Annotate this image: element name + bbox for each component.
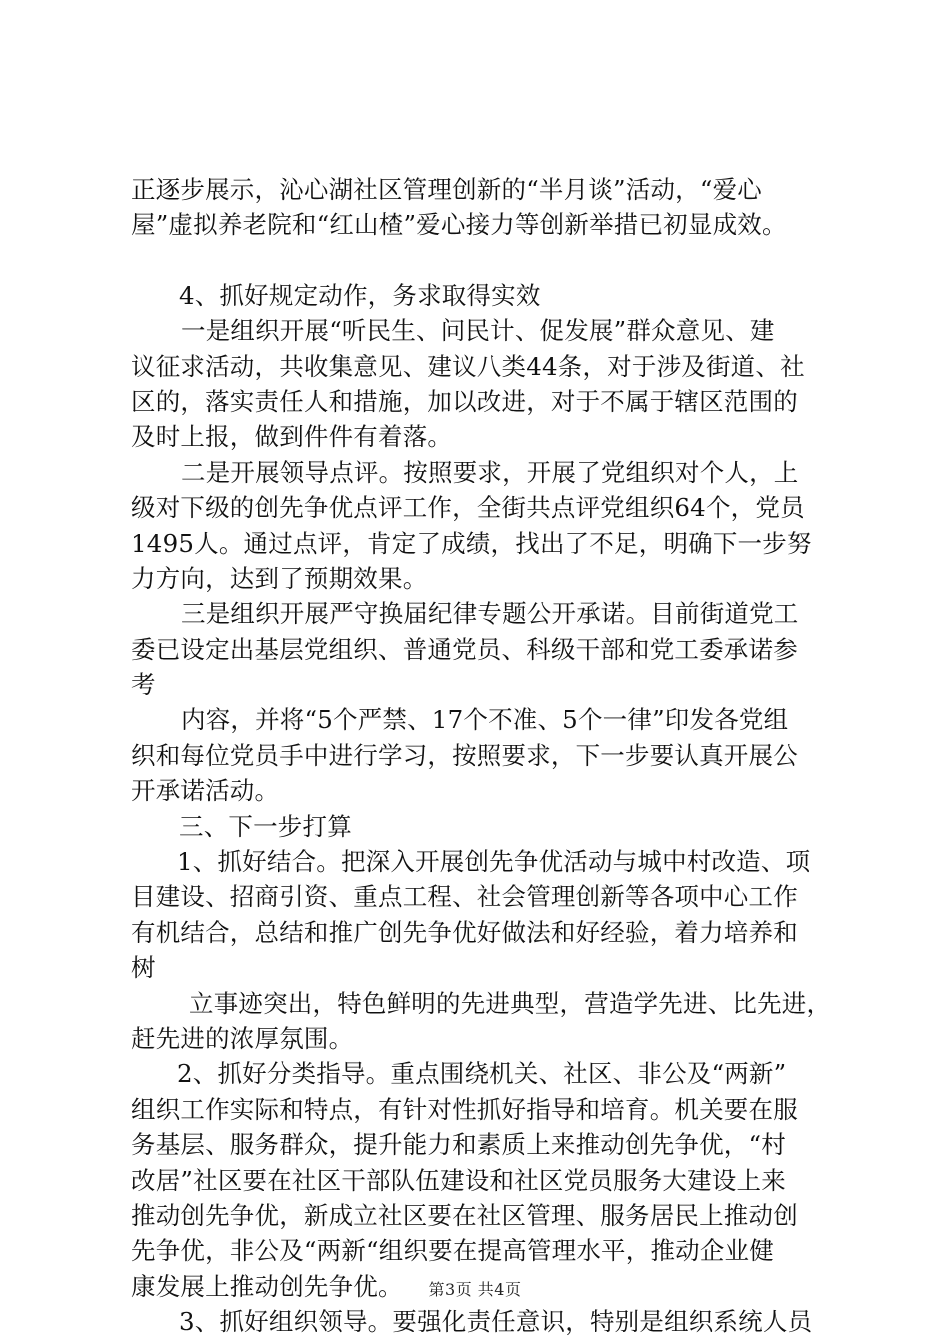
- text-line: 4、抓好规定动作，务求取得实效: [179, 280, 541, 310]
- text-line: 三是组织开展严守换届纪律专题公开承诺。目前街道党工: [181, 599, 799, 629]
- text-line: 三、下一步打算: [179, 811, 352, 841]
- text-line: 正逐步展示，沁心湖社区管理创新的“半月谈”活动，“爱心: [131, 175, 762, 204]
- text-line: 议征求活动，共收集意见、建议八类44条，对于涉及街道、社: [131, 351, 805, 381]
- text-line: 内容，并将“5个严禁、17个不准、5个一律”印发各党组: [181, 705, 789, 735]
- paragraph-gap: [131, 243, 841, 278]
- text-line: 务基层、服务群众，提升能力和素质上来推动创先争优，“村: [131, 1130, 786, 1160]
- text-line: 一是组织开展“听民生、问民计、促发展”群众意见、建: [181, 316, 775, 346]
- text-line: 力方向，达到了预期效果。: [131, 563, 428, 593]
- text-line: 有机结合，总结和推广创先争优好做法和好经验，着力培养和: [131, 917, 798, 947]
- text-line: 织和每位党员手中进行学习，按照要求，下一步要认真开展公: [131, 740, 798, 770]
- text-line: 3、抓好组织领导。要强化责任意识，特别是组织系统人员: [179, 1307, 813, 1337]
- text-line: 树: [131, 953, 156, 983]
- text-line: 级对下级的创先争优点评工作，全街共点评党组织64个，党员: [131, 493, 805, 523]
- text-line: 推动创先争优，新成立社区要在社区管理、服务居民上推动创: [131, 1200, 798, 1230]
- text-line: 委已设定出基层党组织、普通党员、科级干部和党工委承诺参: [131, 634, 798, 664]
- text-line: 2、抓好分类指导。重点围绕机关、社区、非公及“两新”: [177, 1059, 787, 1089]
- document-body: [131, 172, 841, 1340]
- text-line: 及时上报，做到件件有着落。: [131, 422, 453, 452]
- text-line: 考: [131, 670, 156, 700]
- text-line: 1、抓好结合。把深入开展创先争优活动与城中村改造、项: [177, 847, 811, 877]
- text-line: 康发展上推动创先争优。: [131, 1271, 403, 1301]
- text-line: 开承诺活动。: [131, 776, 280, 806]
- text-line: 1495人。通过点评，肯定了成绩，找出了不足，明确下一步努: [131, 528, 812, 558]
- text-line: 二是开展领导点评。按照要求，开展了党组织对个人，上: [181, 457, 799, 487]
- page-footer: 第3页 共4页: [428, 1280, 522, 1299]
- text-line: 目建设、招商引资、重点工程、社会管理创新等各项中心工作: [131, 882, 798, 912]
- text-line: 区的，落实责任人和措施，加以改进，对于不属于辖区范围的: [131, 386, 798, 416]
- text-line: 先争优，非公及“两新“组织要在提高管理水平，推动企业健: [131, 1236, 774, 1266]
- text-line: 立事迹突出，特色鲜明的先进典型，营造学先进、比先进，: [189, 988, 832, 1018]
- text-line: 组织工作实际和特点，有针对性抓好指导和培育。机关要在服: [131, 1094, 798, 1124]
- text-line: 赶先进的浓厚氛围。: [131, 1023, 354, 1053]
- text-line: 改居”社区要在社区干部队伍建设和社区党员服务大建设上来: [131, 1165, 786, 1195]
- text-line: 屋”虚拟养老院和“红山楂”爱心接力等创新举措已初显成效。: [131, 210, 787, 240]
